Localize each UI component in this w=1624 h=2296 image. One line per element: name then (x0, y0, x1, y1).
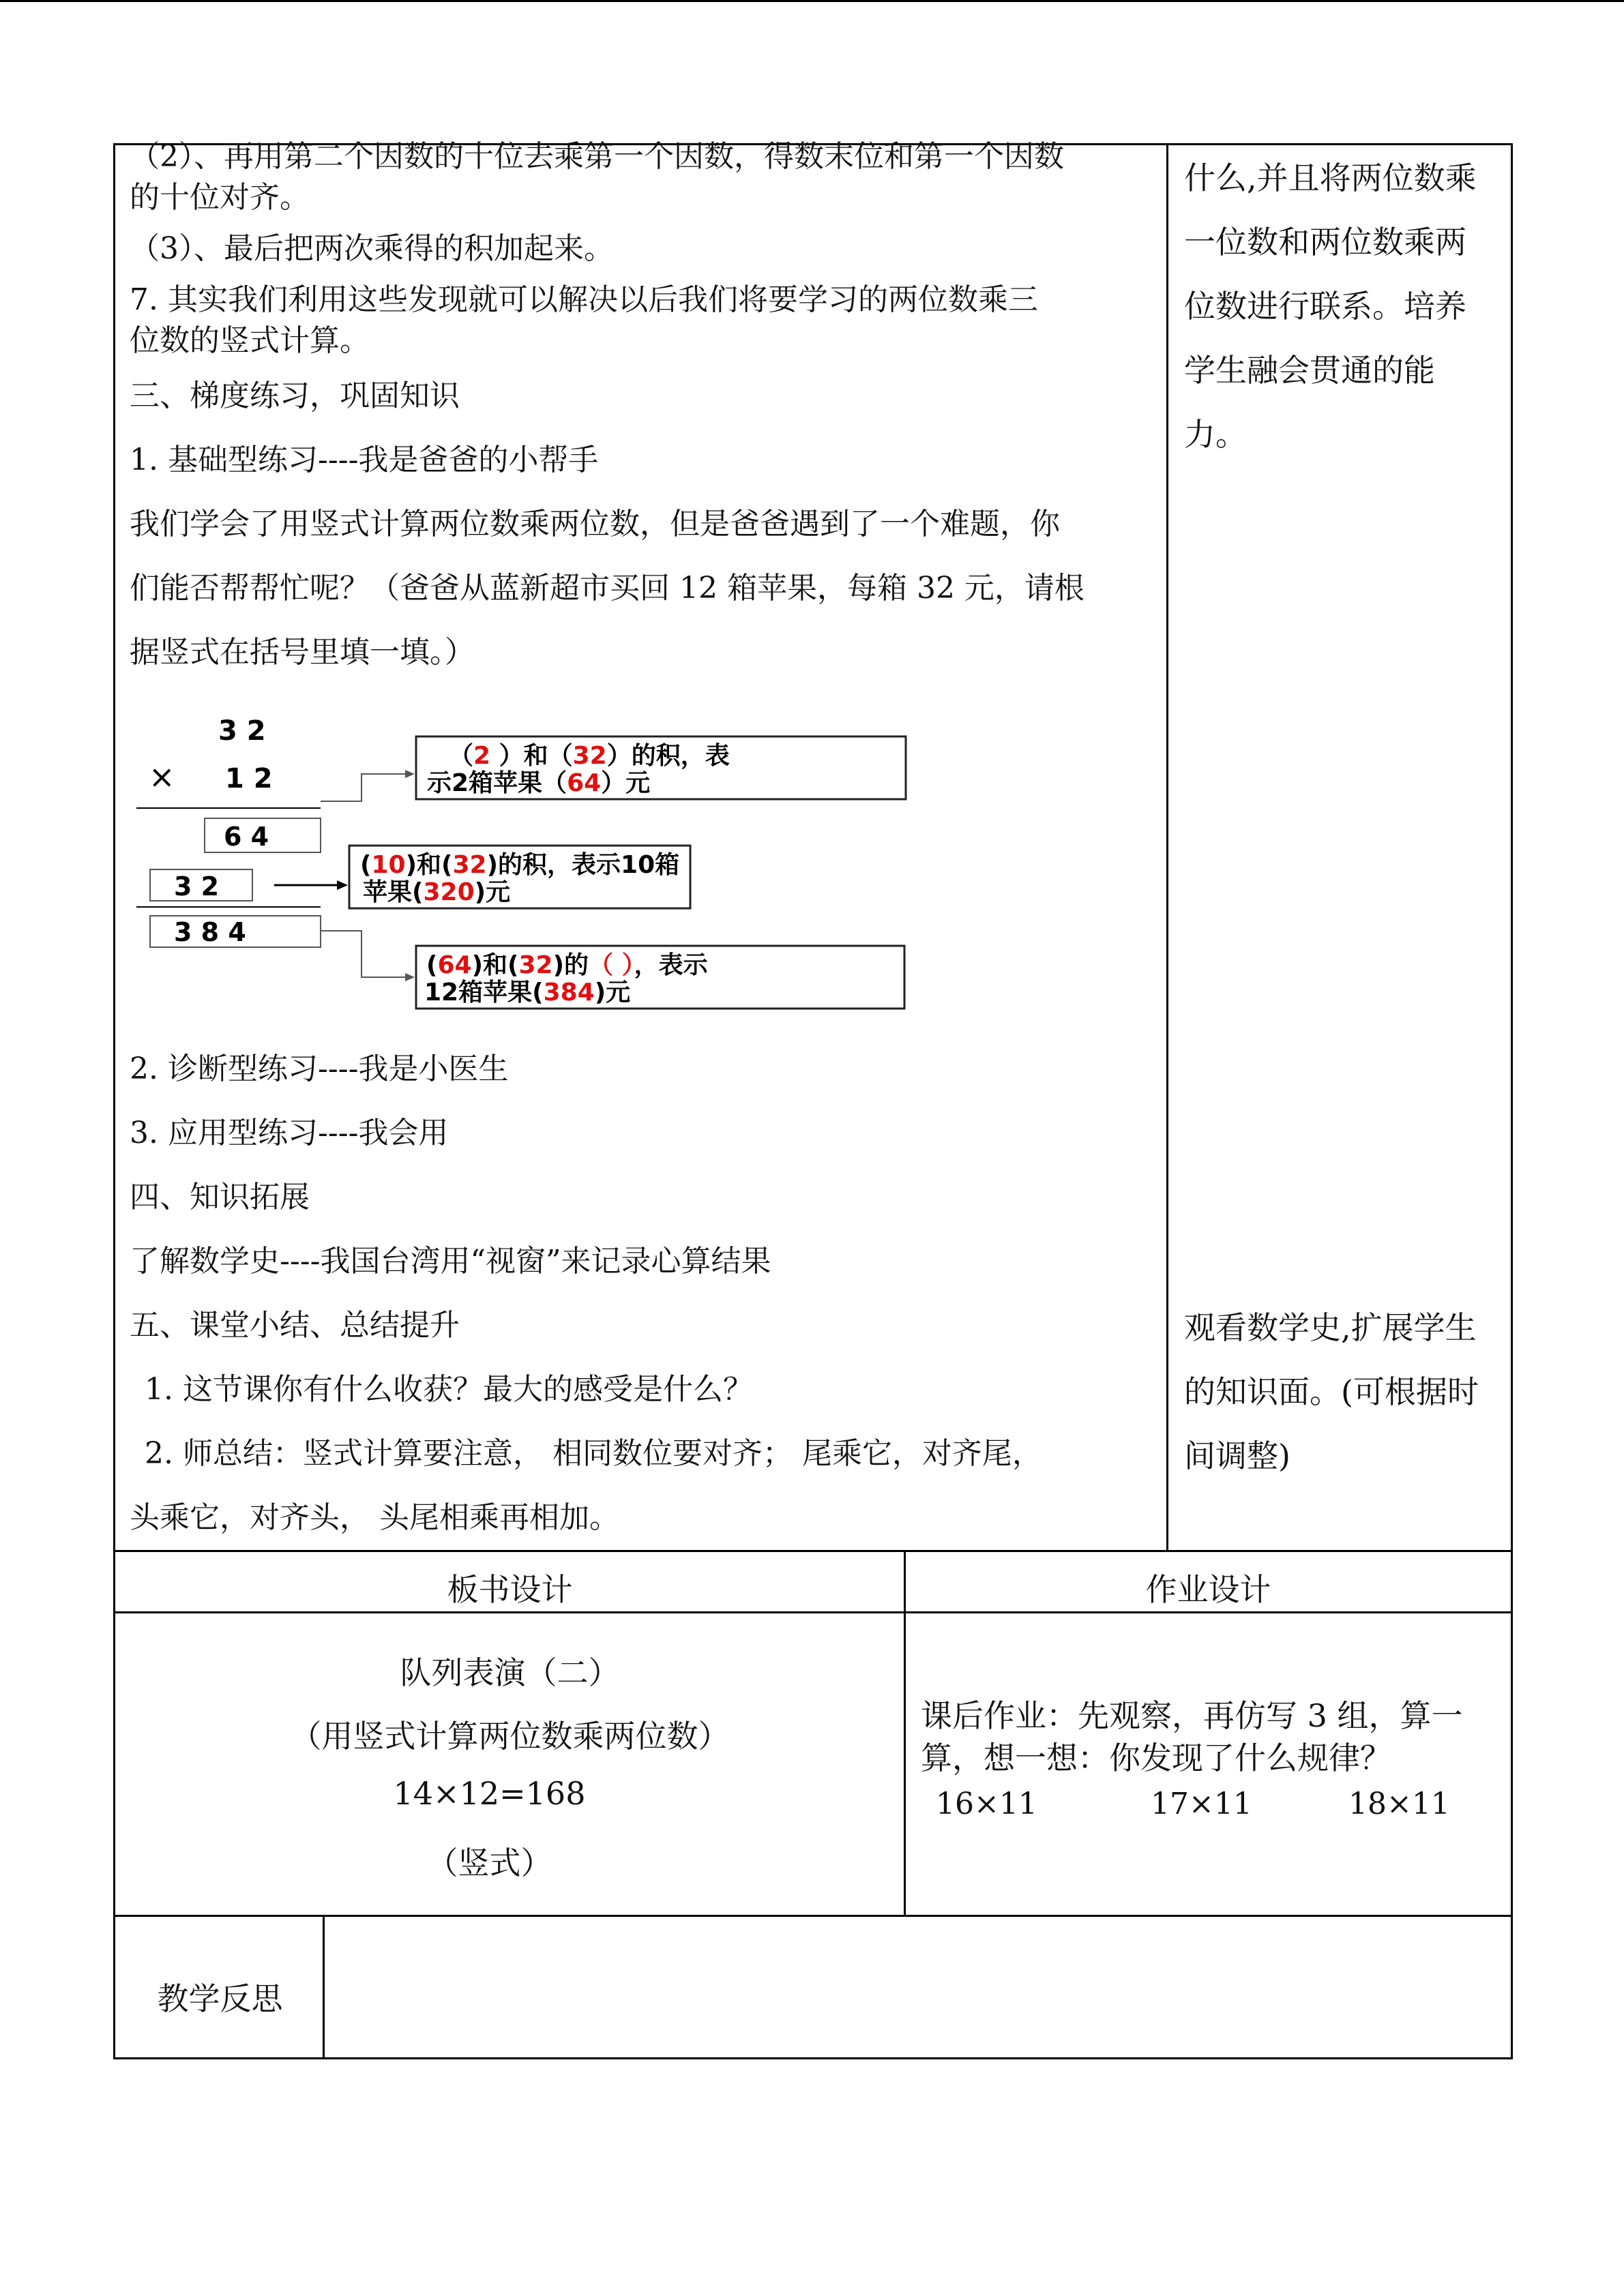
summary-2-line1: 2. 师总结：竖式计算要注意， 相同数位要对齐； 尾乘它，对齐尾， (145, 1436, 1042, 1471)
point7-line2: 位数的竖式计算。 (130, 323, 370, 358)
section4-heading: 四、知识拓展 (130, 1180, 310, 1214)
side-note-line: 位数进行联系。培养 (1184, 288, 1466, 325)
connector3 (321, 931, 408, 977)
summary-2-line2: 头乘它，对齐头， 头尾相乘再相加。 (130, 1500, 619, 1535)
annotation-3-line1: (64)和(32)的（ ），表示 (426, 951, 708, 979)
annotation-3-line2: 12箱苹果(384)元 (424, 979, 631, 1007)
row-divider-board (113, 1611, 1513, 1613)
page-top-border (0, 0, 1624, 2)
step2-line2: 的十位对齐。 (130, 180, 310, 215)
homework-expression: 17×11 (1151, 1787, 1252, 1821)
multiplier: 1 2 (225, 763, 273, 794)
homework-expression: 18×11 (1348, 1787, 1450, 1821)
exercise1-line1: 我们学会了用竖式计算两位数乘两位数，但是爸爸遇到了一个难题，你 (130, 507, 1060, 541)
design-intent-bottom (1184, 1296, 1498, 1488)
board-title: 队列表演（二） (400, 1654, 620, 1691)
annotation-2-line2: 苹果(320)元 (363, 878, 511, 906)
teaching-reflection-label: 教学反思 (157, 1980, 283, 2017)
annotation-1-line1: （2 ）和（32）的积，表 (449, 742, 730, 770)
homework-line2: 算，想一想：你发现了什么规律？ (921, 1740, 1391, 1776)
exercise1-title: 1. 基础型练习----我是爸爸的小帮手 (130, 443, 599, 477)
exercise3-title: 3. 应用型练习----我会用 (130, 1116, 449, 1150)
section3-heading: 三、梯度练习，巩固知识 (130, 378, 460, 413)
exercise2-title: 2. 诊断型练习----我是小医生 (130, 1052, 509, 1086)
board-design-header: 板书设计 (447, 1571, 573, 1608)
exercise1-line2: 们能否帮帮忙呢？（爸爸从蓝新超市买回 12 箱苹果，每箱 32 元，请根 (130, 571, 1084, 606)
side-note-line: 间调整) (1184, 1437, 1290, 1474)
annotation-1-line2: 示2箱苹果（64）元 (427, 769, 651, 797)
result: 3 8 4 (174, 917, 246, 947)
top-number: 3 2 (218, 715, 266, 747)
homework-content (921, 1695, 1507, 1825)
side-note-line: 的知识面。(可根据时 (1184, 1373, 1479, 1410)
board-note: （竖式） (426, 1845, 552, 1881)
homework-line1: 课后作业：先观察，再仿写 3 组，算一 (921, 1697, 1463, 1734)
connector1 (321, 774, 408, 801)
step2-line1: （2）、再用第二个因数的十位去乘第一个因数，得数末位和第一个因数 (130, 139, 1064, 174)
side-note-line: 什么,并且将两位数乘 (1184, 160, 1477, 196)
summary-1: 1. 这节课你有什么收获？最大的感受是什么？ (145, 1372, 753, 1407)
exercise1-line3: 据竖式在括号里填一填。） (130, 635, 475, 670)
column-divider (1166, 143, 1168, 1552)
row-divider-headers (113, 1550, 1513, 1552)
homework-expression: 16×11 (936, 1787, 1037, 1821)
step3: （3）、最后把两次乘得的积加起来。 (130, 231, 614, 266)
arrow3-head (405, 973, 415, 981)
partial2: 3 2 (174, 871, 220, 901)
teaching-reflection-content (326, 1918, 1511, 2057)
point7-line1: 7. 其实我们利用这些发现就可以解决以后我们将要学习的两位数乘三 (130, 282, 1038, 317)
homework-expressions (921, 1783, 1507, 1825)
arrow2-head (337, 880, 348, 890)
section5-heading: 五、课堂小结、总结提升 (130, 1308, 460, 1343)
teaching-process-lower (130, 1048, 1139, 1539)
arrow1-head (405, 770, 415, 778)
side-note-line: 学生融会贯通的能 (1184, 352, 1435, 389)
side-note-line: 观看数学史,扩展学生 (1184, 1309, 1477, 1346)
math-history: 了解数学史----我国台湾用“视窗”来记录心算结果 (130, 1244, 771, 1279)
partial1: 6 4 (224, 822, 269, 852)
teaching-process (130, 136, 1139, 674)
design-intent-top (1184, 146, 1498, 466)
side-note-line: 力。 (1184, 416, 1247, 453)
homework-design-header: 作业设计 (1145, 1571, 1271, 1608)
board-subtitle: （用竖式计算两位数乘两位数） (290, 1718, 730, 1755)
multiplication-diagram (123, 706, 928, 1019)
times-sign: × (149, 758, 175, 795)
annotation-2-line1: (10)和(32)的积，表示10箱 (360, 851, 680, 879)
board-equation: 14×12=168 (393, 1775, 586, 1812)
side-note-line: 一位数和两位数乘两 (1184, 224, 1466, 260)
